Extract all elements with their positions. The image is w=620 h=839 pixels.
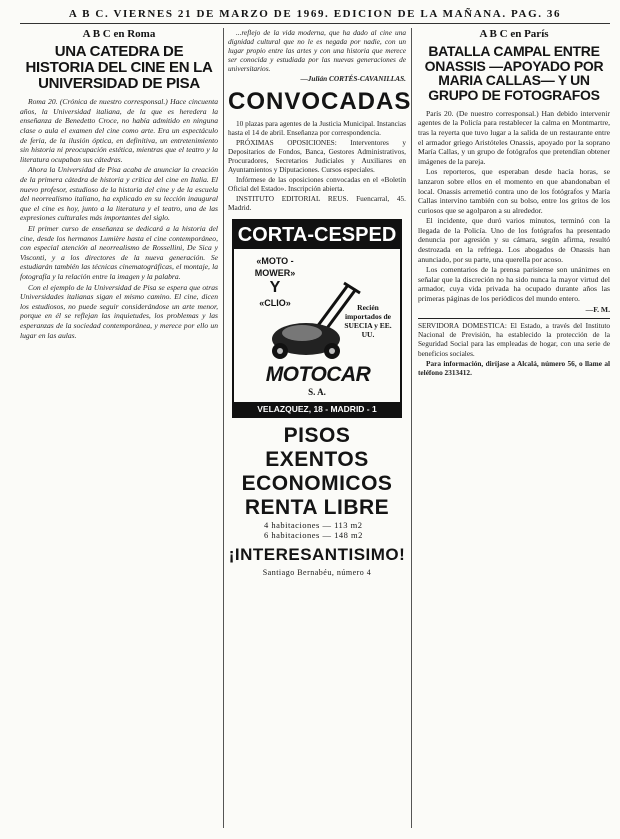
section-label-paris: A B C en París <box>479 28 549 40</box>
mower-advertisement <box>232 219 402 418</box>
paragraph: Los reporteros, que esperaban desde hacía horas, se lanzaron sobre ellos en el momento en que abandonaban el local. Onassis arremetió contra uno de los fotógrafos y María Callas intervino también con su bolso, entre los gritos de los curiosos que se agolparon a su alrededor. <box>418 167 610 215</box>
article-body-roma <box>20 97 218 340</box>
ad-import-note: Recién importados de SUECIA y EE. UU. <box>344 302 392 339</box>
column-rule <box>411 28 412 828</box>
paragraph: Roma 20. (Crónica de nuestro corresponsal.) Hace cincuenta años, la Universidad italiana, de la que es heredera la enseñanza de Benedetto Croce, no había admitido en ninguna clase o aula el examen del cine como arte. Era un espectáculo de feria, de la ilusión óptica, en definitiva, un entretenimiento sin historia ni preocupación estética, mientras que el teatro y la literatura ocupaban sus cátedras. <box>20 97 218 164</box>
paragraph: PRÓXIMAS OPOSICIONES: Interventores y Depositarios de Fondos, Banca, Gestores Administrativos, Procuradores, Secretarios Judiciales y Auxiliares en Ayuntamientos y Diputaciones. Cursos especiales. <box>228 137 406 175</box>
pisos-line: ECONOMICOS <box>241 471 393 495</box>
column-rule <box>223 28 224 828</box>
paragraph: SERVIDORA DOMESTICA: El Estado, a través del Instituto Nacional de Previsión, ha establecido la protección de la Seguridad Social para las empleadas de hogar, con una serie de beneficios sociales. <box>418 321 610 358</box>
article-continuation <box>228 28 406 84</box>
paragraph: Los comentarios de la prensa parisiense son unánimes en señalar que la discreción no ha sido nunca la mayor virtud del armador, cuya vida privada ha ocupado durante años las primeras páginas de los periódicos del mundo entero. <box>418 265 610 304</box>
paragraph: París 20. (De nuestro corresponsal.) Han debido intervenir agentes de la Policía para restablecer la calma en Montmartre, tras la reyerta que tuvo lugar a la salida de un restaurante entre el armador griego Aristóteles Onassis, apoyado por la soprano María Callas, y un grupo de fotógrafos que pretendían obtener imágenes de la pareja. <box>418 108 610 166</box>
ad-conjunction: Y <box>269 278 281 296</box>
pisos-advertisement <box>228 424 406 577</box>
signature: —Julián CORTÉS-CAVANILLAS. <box>300 74 406 84</box>
headline-cinema-chair: UNA CATEDRA DE HISTORIA DEL CINE EN LA UNIVERSIDAD DE PISA <box>25 43 213 92</box>
pisos-detail: 6 habitaciones — 148 m2 <box>264 529 363 540</box>
pisos-detail: 4 habitaciones — 113 m2 <box>264 519 363 530</box>
column-roma <box>20 28 218 341</box>
masthead: A B C. VIERNES 21 DE MARZO DE 1969. EDICION DE LA MAÑANA. PAG. 36 <box>20 5 610 24</box>
paragraph: 10 plazas para agentes de la Justicia Municipal. Instancias hasta el 14 de abril. Enseñanza por correspondencia. <box>228 118 406 137</box>
column-paris <box>418 28 610 378</box>
ad-brand: MOTOCAR <box>265 362 371 386</box>
paragraph: INSTITUTO EDITORIAL REUS. Fuencarral, 45. Madrid. <box>228 194 406 213</box>
pisos-slogan: ¡INTERESANTISIMO! <box>228 544 406 564</box>
pisos-line: EXENTOS <box>265 447 369 471</box>
pisos-line: PISOS <box>283 423 351 447</box>
servidora-notice <box>418 318 610 377</box>
headline-onassis: BATALLA CAMPAL ENTRE ONASSIS —APOYADO POR MARIA CALLAS— Y UN GRUPO DE FOTOGRAFOS <box>424 43 604 104</box>
ad-model-2: «CLIO» <box>259 297 291 308</box>
pisos-footer: Santiago Bernabéu, número 4 <box>262 567 372 577</box>
section-label-roma: A B C en Roma <box>82 28 156 40</box>
convocadas-body <box>228 119 406 213</box>
paragraph: Con el ejemplo de la Universidad de Pisa se espera que otras Universidades italianas sigan el mismo camino. El cine, dicen los estudiosos, no puede seguir considerándose un arte menor, porque en él se reflejan las inquietudes, los problemas y las esperanzas de la sociedad contemporánea, y merece por ello un lugar en las aulas. <box>20 282 218 340</box>
paragraph: Infórmese de las oposiciones convocadas en el «Boletín Oficial del Estado». Inscripción abierta. <box>228 175 406 194</box>
paragraph: ...reflejo de la vida moderna, que ha dado al cine una dignidad cultural que no le es negada por nadie, con un lugar propio entre las artes y con una historia que merece ser conocida y estudiada por las nuevas generaciones de universitarios. <box>228 28 406 74</box>
ad-company-type: S. A. <box>308 386 326 397</box>
ad-model-1: «MOTO - MOWER» <box>254 255 296 278</box>
paragraph: Ahora la Universidad de Pisa acaba de anunciar la creación de la primera cátedra de historia y crítica del cine en Italia. El nuevo profesor, estudioso de la historia del cine y de la escuela del neorrealismo italiano, ha explicado en su lección inaugural que el cine es hoy, junto a la literatura y el teatro, una de las expresiones culturales más importantes del siglo. <box>20 165 218 223</box>
paragraph: Para información, diríjase a Alcalá, número 56, o llame al teléfono 2313412. <box>418 358 610 377</box>
convocadas-title: CONVOCADAS <box>228 87 412 115</box>
pisos-line: RENTA LIBRE <box>244 495 390 519</box>
ad-title: CORTA-CESPED <box>234 221 400 249</box>
signature: —F. M. <box>585 304 610 314</box>
column-middle <box>228 28 412 577</box>
ad-address: VELAZQUEZ, 18 - MADRID - 1 <box>234 402 400 416</box>
article-body-paris <box>418 109 610 314</box>
paragraph: El incidente, que duró varios minutos, terminó con la llegada de la Policía. Uno de los fotógrafos ha presentado denuncia por agresión y su cámara, según afirma, resultó destrozada en la refriega. Los abogados de Onassis han anunciado, por su parte, una querella por acoso. <box>418 216 610 264</box>
paragraph: El primer curso de enseñanza se dedicará a la historia del cine, desde los hermanos Lumière hasta el cine contemporáneo, con especial atención al neorrealismo de Rossellini, De Sica y Visconti, y a los directores de la nueva generación. Se estudiarán también las técnicas cinematográficas, el montaje, la fotografía y la relación entre la imagen y la palabra. <box>20 223 218 281</box>
